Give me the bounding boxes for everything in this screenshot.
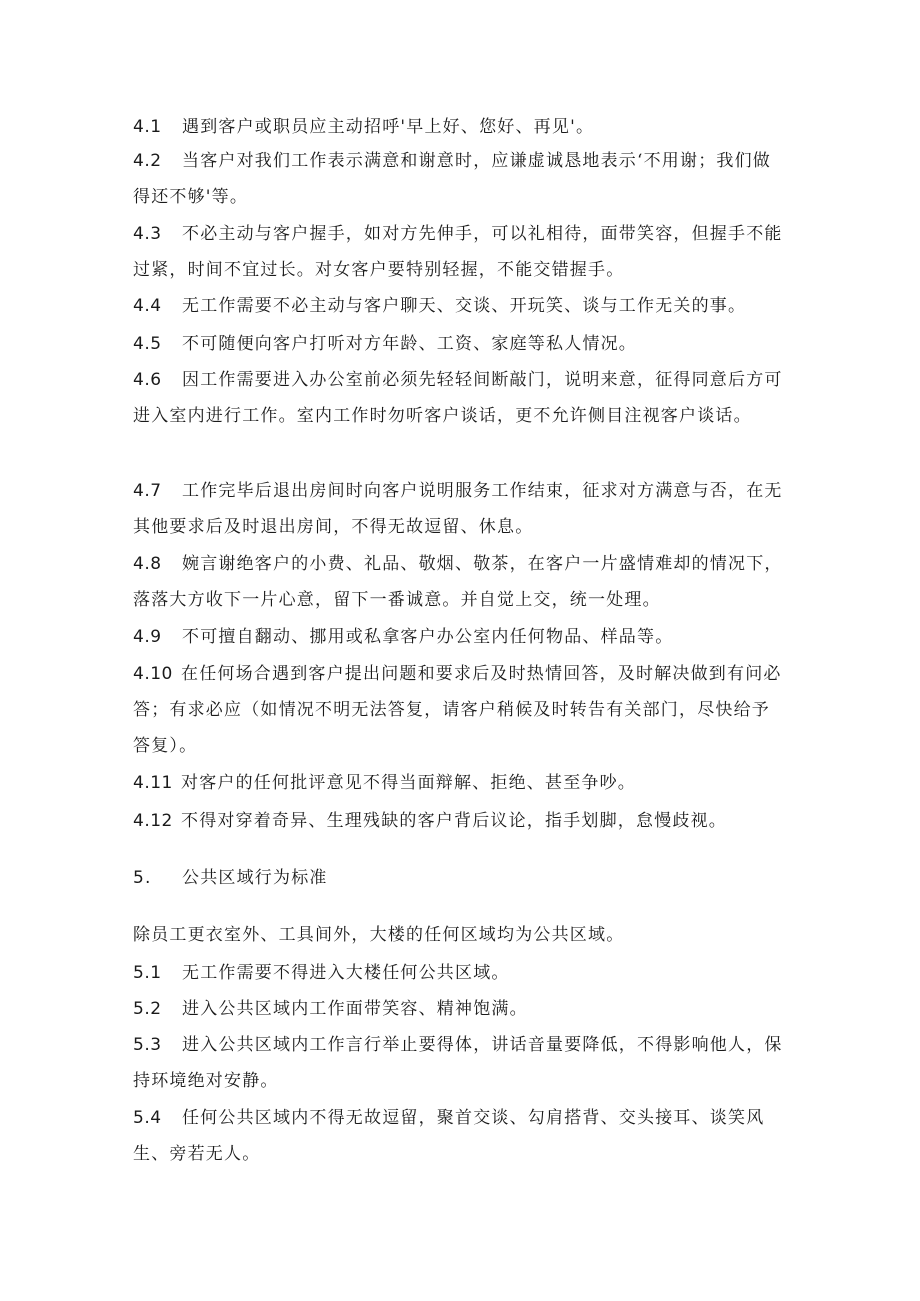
clause-4-1 <box>133 109 783 145</box>
clause-4-4 <box>133 288 783 324</box>
clause-number: 4.4 <box>133 296 162 316</box>
clause-text: 任何公共区域内不得无故逗留，聚首交谈、勾肩搭背、交头接耳、谈笑风生、旁若无人。 <box>133 1108 765 1164</box>
clause-text: 不得对穿着奇异、生理残缺的客户背后议论，指手划脚，怠慢歧视。 <box>181 811 727 831</box>
section-5-heading <box>133 860 783 896</box>
clause-number: 5.1 <box>133 963 162 983</box>
clause-4-6 <box>133 362 783 434</box>
clause-number: 4.10 <box>133 664 173 684</box>
clause-text: 遇到客户或职员应主动招呼'早上好、您好、再见'。 <box>182 117 595 137</box>
clause-number: 4.6 <box>133 370 162 390</box>
clause-5-1 <box>133 955 783 991</box>
clause-number: 4.1 <box>133 117 162 137</box>
clause-4-2 <box>133 143 783 215</box>
clause-5-3 <box>133 1027 783 1099</box>
clause-4-7 <box>133 473 783 545</box>
clause-text: 对客户的任何批评意见不得当面辩解、拒绝、甚至争吵。 <box>181 773 636 793</box>
clause-number: 5.4 <box>133 1108 162 1128</box>
clause-text: 无工作需要不得进入大楼任何公共区域。 <box>182 963 510 983</box>
clause-text: 工作完毕后退出房间时向客户说明服务工作结束，征求对方满意与否，在无其他要求后及时退出房间，不得无故逗留、休息。 <box>133 481 783 537</box>
section-title: 公共区域行为标准 <box>182 868 328 888</box>
clause-number: 4.11 <box>133 773 173 793</box>
section-5-intro <box>133 917 783 953</box>
clause-text: 因工作需要进入办公室前必须先轻轻间断敲门，说明来意，征得同意后方可进入室内进行工作。室内工作时勿听客户谈话，更不允许侧目注视客户谈话。 <box>133 370 783 426</box>
clause-text: 当客户对我们工作表示满意和谢意时，应谦虚诚恳地表示‘不用谢；我们做得还不够'等。 <box>133 151 772 207</box>
clause-4-12 <box>133 803 783 839</box>
clause-number: 4.5 <box>133 334 162 354</box>
clause-5-4 <box>133 1100 783 1172</box>
intro-text: 除员工更衣室外、工具间外，大楼的任何区域均为公共区域。 <box>133 925 625 945</box>
clause-text: 在任何场合遇到客户提出问题和要求后及时热情回答，及时解决做到有问必答；有求必应（如情况不明无法答复，请客户稍候及时转告有关部门，尽快给予答复）。 <box>133 664 782 756</box>
clause-number: 4.12 <box>133 811 173 831</box>
clause-number: 4.7 <box>133 481 162 501</box>
clause-number: 4.3 <box>133 224 162 244</box>
clause-text: 进入公共区域内工作言行举止要得体，讲话音量要降低，不得影响他人，保持环境绝对安静。 <box>133 1035 783 1091</box>
clause-text: 不可擅自翻动、挪用或私拿客户办公室内任何物品、样品等。 <box>182 627 674 647</box>
clause-text: 不可随便向客户打听对方年龄、工资、家庭等私人情况。 <box>182 334 637 354</box>
clause-text: 无工作需要不必主动与客户聊天、交谈、开玩笑、谈与工作无关的事。 <box>182 296 747 316</box>
clause-4-3 <box>133 216 783 288</box>
clause-4-5 <box>133 326 783 362</box>
clause-4-10 <box>133 656 783 764</box>
clause-5-2 <box>133 991 783 1027</box>
clause-text: 婉言谢绝客户的小费、礼品、敬烟、敬茶，在客户一片盛情难却的情况下，落落大方收下一片心意，留下一番诚意。并自觉上交，统一处理。 <box>133 554 783 610</box>
section-number: 5. <box>133 868 152 888</box>
clause-4-8 <box>133 546 783 618</box>
clause-text: 进入公共区域内工作面带笑容、精神饱满。 <box>182 999 528 1019</box>
clause-number: 4.9 <box>133 627 162 647</box>
clause-4-11 <box>133 765 783 801</box>
clause-number: 5.3 <box>133 1035 162 1055</box>
clause-text: 不必主动与客户握手，如对方先伸手，可以礼相待，面带笑容，但握手不能过紧，时间不宜过长。对女客户要特别轻握，不能交错握手。 <box>133 224 783 280</box>
clause-number: 4.2 <box>133 151 162 171</box>
clause-number: 4.8 <box>133 554 162 574</box>
clause-number: 5.2 <box>133 999 162 1019</box>
clause-4-9 <box>133 619 783 655</box>
